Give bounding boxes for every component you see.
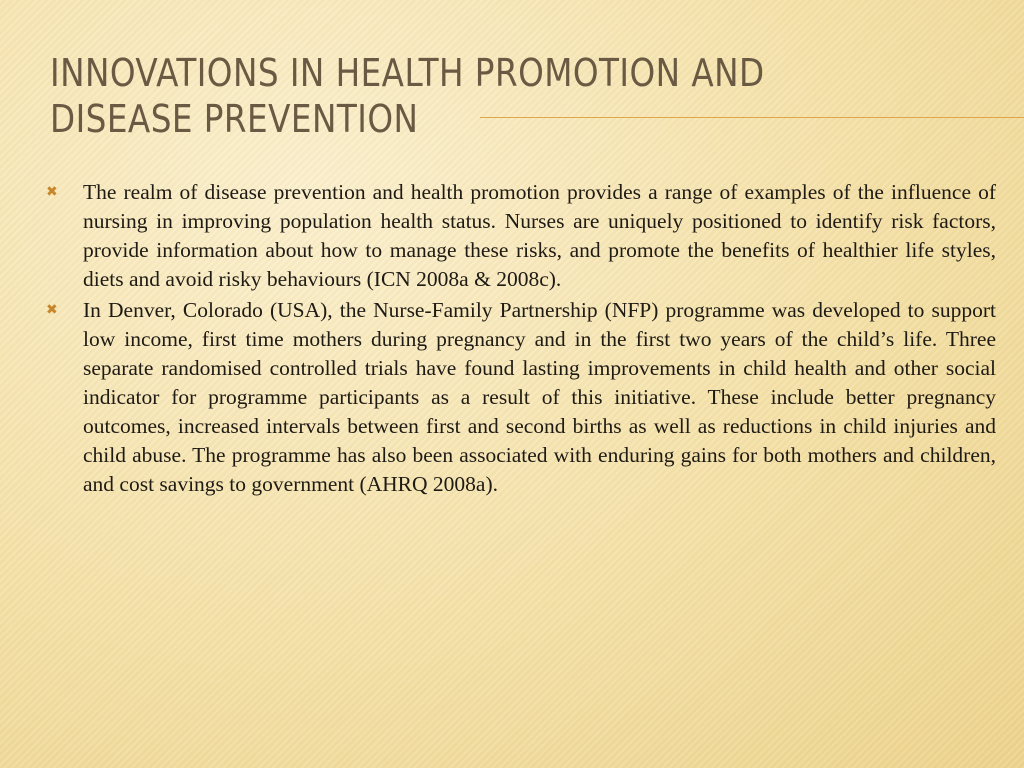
title-underline-rule xyxy=(480,117,1024,118)
x-mark-bullet-icon: ✖ xyxy=(46,302,58,318)
bullet-text: In Denver, Colorado (USA), the Nurse-Family Partnership (NFP) programme was developed to support low income, first time mothers during pregnancy and in the first two years of the child’s life. Three separate randomised controlled trials have found lasting improvements in child health and other social indicator for programme participants as a result of this initiative. These include better pregnancy outcomes, increased intervals between first and second births as well as reductions in child injuries and child abuse. The programme has also been associated with enduring gains for both mothers and children, and cost savings to government (AHRQ 2008a). xyxy=(83,298,996,496)
bullet-text: The realm of disease prevention and health promotion provides a range of examples of the influence of nursing in improving population health status. Nurses are uniquely positioned to identify risk factors, provide information about how to manage these risks, and promote the benefits of healthier life styles, diets and avoid risky behaviours (ICN 2008a & 2008c). xyxy=(83,180,996,291)
x-mark-bullet-icon: ✖ xyxy=(46,184,58,200)
bullet-list xyxy=(46,178,996,501)
bullet-item-nfp xyxy=(46,296,996,499)
bullet-item-prevention xyxy=(46,178,996,294)
slide-title: INNOVATIONS IN HEALTH PROMOTION AND DISEASE PREVENTION xyxy=(50,51,765,141)
